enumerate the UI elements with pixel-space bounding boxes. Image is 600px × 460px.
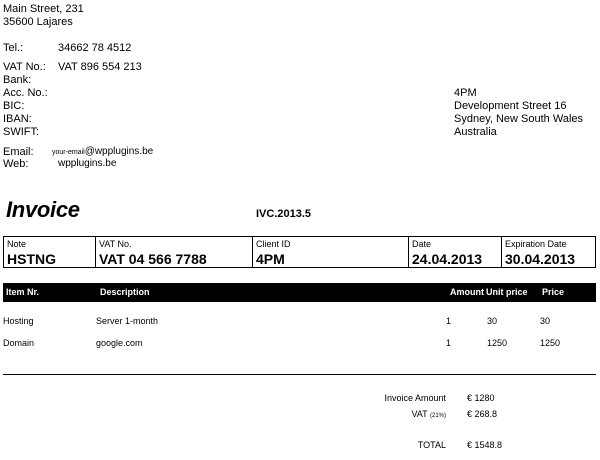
row-price: 30 <box>540 316 551 326</box>
vat-value: VAT 896 554 213 <box>58 61 142 73</box>
date-cell <box>409 237 502 267</box>
totals-divider <box>3 374 596 375</box>
bank-label: Bank: <box>3 74 32 86</box>
row-item: Domain <box>3 338 35 348</box>
email-domain: @wpplugins.be <box>84 146 154 157</box>
row-description: google.com <box>96 338 143 348</box>
date-value: 24.04.2013 <box>412 251 483 267</box>
header-description: Description <box>100 287 150 297</box>
vat-total-text: VAT <box>411 409 428 419</box>
row-unit-price: 30 <box>487 316 498 326</box>
row-amount: 1 <box>446 316 452 326</box>
web-label: Web: <box>3 158 29 170</box>
expiration-cell <box>502 237 595 267</box>
vat-rate: (21%) <box>429 413 446 419</box>
acc-label: Acc. No.: <box>3 87 48 99</box>
row-description: Server 1-month <box>96 316 159 326</box>
invoice-number: IVC.2013.5 <box>256 208 312 220</box>
header-item-nr: Item Nr. <box>6 287 40 297</box>
note-value: HSTNG <box>7 251 56 267</box>
row-item: Hosting <box>3 316 34 326</box>
note-label: Note <box>7 239 27 249</box>
bic-label: BIC: <box>3 100 25 112</box>
recipient-name: 4PM <box>454 87 477 99</box>
date-label: Date <box>412 239 432 249</box>
tel-value: 34662 78 4512 <box>58 42 132 54</box>
iban-label: IBAN: <box>3 113 32 125</box>
sender-city: 35600 Lajares <box>3 16 73 28</box>
vat-label: VAT No.: <box>3 61 46 73</box>
note-cell <box>4 237 96 267</box>
vat-cell <box>96 237 253 267</box>
row-unit-price: 1250 <box>487 338 508 348</box>
invoice-meta-table <box>3 236 596 268</box>
sender-street: Main Street, 231 <box>3 3 84 15</box>
email-label: Email: <box>3 146 34 158</box>
expiration-value: 30.04.2013 <box>505 251 576 267</box>
recipient-country: Australia <box>454 126 497 138</box>
vat-total-label <box>376 409 446 421</box>
swift-label: SWIFT: <box>3 126 40 138</box>
invoice-amount-value: € 1280 <box>467 393 495 403</box>
recipient-city: Sydney, New South Wales <box>454 113 584 125</box>
client-label: Client ID <box>256 239 291 249</box>
tel-label: Tel.: <box>3 42 24 54</box>
items-table-header <box>3 283 596 302</box>
meta-vat-label: VAT No. <box>99 239 132 249</box>
header-amount: Amount <box>450 287 484 297</box>
header-unit-price: Unit price <box>486 287 528 297</box>
invoice-amount-label: Invoice Amount <box>384 393 446 403</box>
client-value: 4PM <box>256 251 285 267</box>
row-amount: 1 <box>446 338 452 348</box>
recipient-street: Development Street 16 <box>454 100 567 112</box>
expiration-label: Expiration Date <box>505 239 567 249</box>
web-value[interactable]: wpplugins.be <box>58 158 117 169</box>
grand-total-label: TOTAL <box>417 440 446 450</box>
email-prefix: your-email <box>52 149 85 156</box>
client-cell <box>253 237 409 267</box>
row-price: 1250 <box>540 338 561 348</box>
meta-vat-value: VAT 04 566 7788 <box>99 251 207 267</box>
grand-total-value: € 1548.8 <box>467 440 503 450</box>
invoice-title: Invoice <box>6 197 80 222</box>
vat-total-value: € 268.8 <box>467 409 498 419</box>
header-price: Price <box>542 287 565 297</box>
